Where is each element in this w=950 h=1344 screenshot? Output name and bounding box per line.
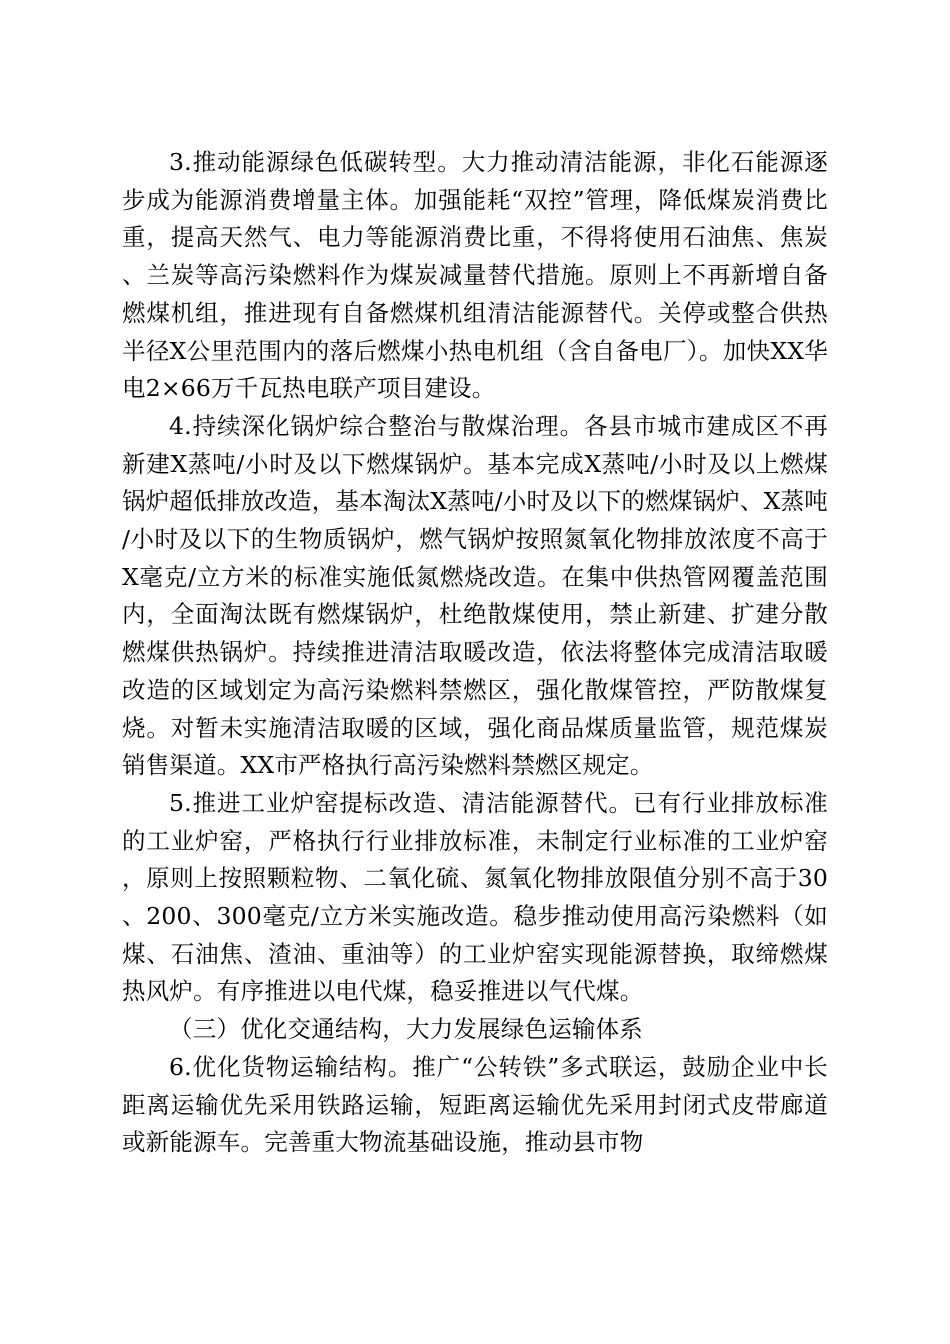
paragraph-freight-transport: 6.优化货物运输结构。推广“公转铁”多式联运，鼓励企业中长距离运输优先采用铁路运输，短距离运输优先采用封闭式皮带廊道或新能源车。完善重大物流基础设施，推动县市物 bbox=[122, 1052, 828, 1157]
paragraph-industrial-kilns: 5.推进工业炉窑提标改造、清洁能源替代。已有行业排放标准的工业炉窑，严格执行行业排放标准，未制定行业标准的工业炉窑，原则上按照颗粒物、二氧化硫、氮氧化物排放限值分别不高于30、200、300毫克/立方米实施改造。稳步推动使用高污染燃料（如煤、石油焦、渣油、重油等）的工业炉窑实现能源替换，取缔燃煤热风炉。有序推进以电代煤，稳妥推进以气代煤。 bbox=[122, 788, 828, 1006]
paragraph-boiler-remediation: 4.持续深化锅炉综合整治与散煤治理。各县市城市建成区不再新建X蒸吨/小时及以下燃煤锅炉。基本完成X蒸吨/小时及以上燃煤锅炉超低排放改造，基本淘汰X蒸吨/小时及以下的燃煤锅炉、X蒸吨/小时及以下的生物质锅炉，燃气锅炉按照氮氧化物排放浓度不高于X毫克/立方米的标准实施低氮燃烧改造。在集中供热管网覆盖范围内，全面淘汰既有燃煤锅炉，杜绝散煤使用，禁止新建、扩建分散燃煤供热锅炉。持续推进清洁取暖改造，依法将整体完成清洁取暖改造的区域划定为高污染燃料禁燃区，强化散煤管控，严防散煤复烧。对暂未实施清洁取暖的区域，强化商品煤质量监管，规范煤炭销售渠道。XX市严格执行高污染燃料禁燃区规定。 bbox=[122, 411, 828, 780]
section-heading-transport: （三）优化交通结构，大力发展绿色运输体系 bbox=[169, 1015, 643, 1044]
document-body bbox=[122, 144, 828, 1162]
paragraph-energy-transition: 3.推动能源绿色低碳转型。大力推动清洁能源，非化石能源逐步成为能源消费增量主体。加强能耗“双控”管理，降低煤炭消费比重，提高天然气、电力等能源消费比重，不得将使用石油焦、焦炭、兰炭等高污染燃料作为煤炭减量替代措施。原则上不再新增自备燃煤机组，推进现有自备燃煤机组清洁能源替代。关停或整合供热半径X公里范围内的落后燃煤小热电机组（含自备电厂）。加快XX华电2×66万千瓦热电联产项目建设。 bbox=[122, 148, 828, 403]
